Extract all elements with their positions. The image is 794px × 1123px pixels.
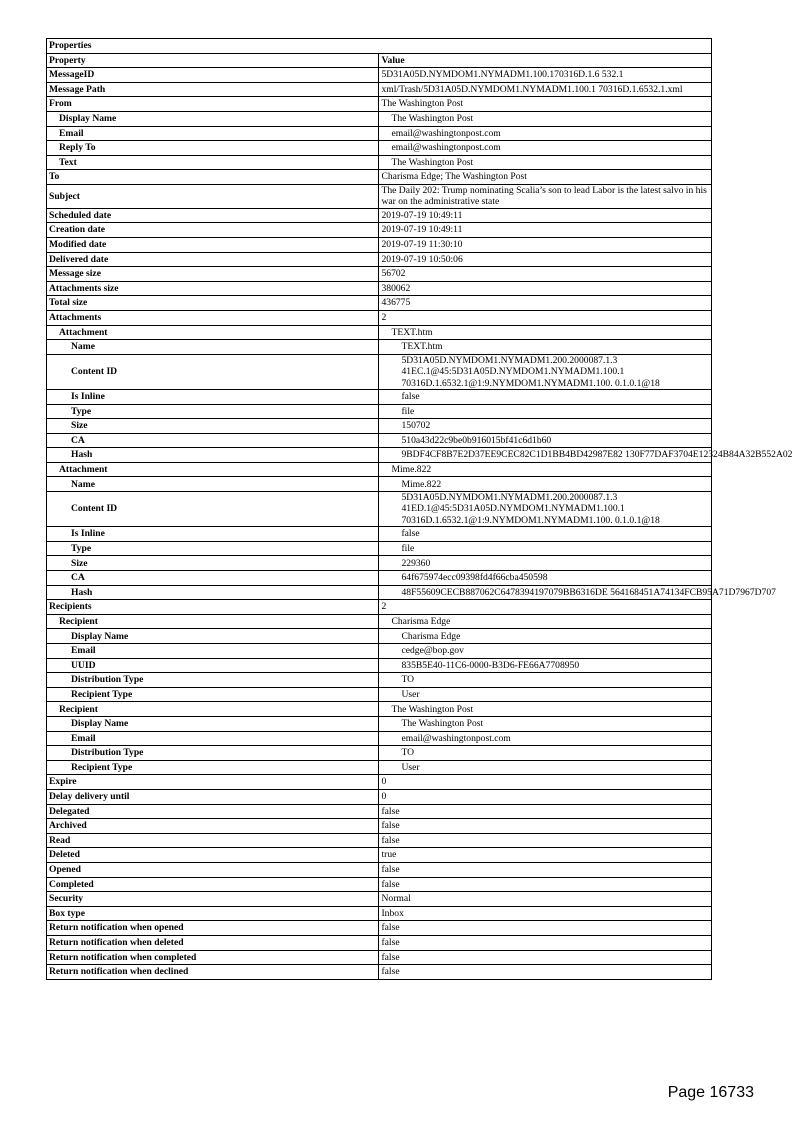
property-name: Completed <box>47 877 379 892</box>
property-name: Opened <box>47 862 379 877</box>
table-row <box>47 404 712 419</box>
property-name: Archived <box>47 819 379 834</box>
property-name: Reply To <box>47 141 379 156</box>
property-value: false <box>379 389 712 404</box>
property-value: Charisma Edge; The Washington Post <box>379 170 712 185</box>
table-row <box>47 126 712 141</box>
property-value: false <box>379 804 712 819</box>
table-row <box>47 965 712 980</box>
property-value: xml/Trash/5D31A05D.NYMDOM1.NYMADM1.100.1 70316D.1.6532.1.xml <box>379 82 712 97</box>
table-row <box>47 833 712 848</box>
property-name: Text <box>47 155 379 170</box>
property-value: 2019-07-19 10:50:06 <box>379 252 712 267</box>
property-value: 9BDF4CF8B7E2D37EE9CEC82C1D1BB4BD42987E82 130F77DAF3704E12324B84A32B552A02 <box>379 448 712 463</box>
table-title-row <box>47 39 712 54</box>
table-row <box>47 644 712 659</box>
property-name: From <box>47 97 379 112</box>
property-name: CA <box>47 433 379 448</box>
property-name: Scheduled date <box>47 208 379 223</box>
property-value: The Daily 202: Trump nominating Scalia’s son to lead Labor is the latest salvo in his war on the administrative state <box>379 184 712 208</box>
property-name: Security <box>47 892 379 907</box>
property-name: Email <box>47 644 379 659</box>
property-value: false <box>379 921 712 936</box>
property-value: The Washington Post <box>379 155 712 170</box>
table-row <box>47 170 712 185</box>
property-name: Size <box>47 419 379 434</box>
property-value: 835B5E40-11C6-0000-B3D6-FE66A7708950 <box>379 658 712 673</box>
property-name: Delegated <box>47 804 379 819</box>
property-value: 380062 <box>379 281 712 296</box>
property-name: Name <box>47 340 379 355</box>
property-name: Email <box>47 126 379 141</box>
property-name: Return notification when deleted <box>47 935 379 950</box>
property-value: 0 <box>379 775 712 790</box>
property-value: 510a43d22c9be0b916015bf41c6d1b60 <box>379 433 712 448</box>
table-row <box>47 281 712 296</box>
table-row <box>47 68 712 83</box>
property-name: Hash <box>47 448 379 463</box>
table-row <box>47 389 712 404</box>
property-name: Message Path <box>47 82 379 97</box>
property-name: Display Name <box>47 717 379 732</box>
table-row <box>47 541 712 556</box>
property-value: 436775 <box>379 296 712 311</box>
property-name: Distribution Type <box>47 746 379 761</box>
header-property: Property <box>47 53 379 68</box>
table-row <box>47 448 712 463</box>
property-value: The Washington Post <box>379 717 712 732</box>
property-name: Return notification when declined <box>47 965 379 980</box>
table-row <box>47 629 712 644</box>
property-value: 2019-07-19 10:49:11 <box>379 223 712 238</box>
property-value: 5D31A05D.NYMDOM1.NYMADM1.100.170316D.1.6 532.1 <box>379 68 712 83</box>
property-name: To <box>47 170 379 185</box>
property-value: Charisma Edge <box>379 614 712 629</box>
table-row <box>47 658 712 673</box>
property-name: CA <box>47 571 379 586</box>
table-row <box>47 155 712 170</box>
table-row <box>47 325 712 340</box>
table-row <box>47 296 712 311</box>
property-name: Content ID <box>47 354 379 389</box>
property-value: TO <box>379 746 712 761</box>
property-value: false <box>379 965 712 980</box>
table-row <box>47 184 712 208</box>
table-row <box>47 433 712 448</box>
property-value: email@washingtonpost.com <box>379 126 712 141</box>
table-row <box>47 556 712 571</box>
table-row <box>47 82 712 97</box>
property-name: MessageID <box>47 68 379 83</box>
property-value: false <box>379 862 712 877</box>
table-row <box>47 950 712 965</box>
table-row <box>47 775 712 790</box>
property-name: UUID <box>47 658 379 673</box>
property-value: email@washingtonpost.com <box>379 731 712 746</box>
property-name: Is Inline <box>47 389 379 404</box>
property-value: 56702 <box>379 267 712 282</box>
property-value: 2 <box>379 600 712 615</box>
table-row <box>47 731 712 746</box>
property-name: Display Name <box>47 629 379 644</box>
property-name: Attachment <box>47 325 379 340</box>
table-row <box>47 111 712 126</box>
property-value: Charisma Edge <box>379 629 712 644</box>
property-name: Delay delivery until <box>47 789 379 804</box>
table-row <box>47 340 712 355</box>
property-name: Recipient Type <box>47 687 379 702</box>
table-row <box>47 614 712 629</box>
property-value: TO <box>379 673 712 688</box>
property-value: false <box>379 819 712 834</box>
table-row <box>47 804 712 819</box>
table-row <box>47 585 712 600</box>
property-name: Expire <box>47 775 379 790</box>
property-name: Type <box>47 541 379 556</box>
page-number: Page 16733 <box>667 1084 754 1101</box>
property-name: Subject <box>47 184 379 208</box>
property-value: Normal <box>379 892 712 907</box>
property-value: 64f675974ecc09398fd4f66cba450598 <box>379 571 712 586</box>
property-value: TEXT.htm <box>379 325 712 340</box>
table-header-row <box>47 53 712 68</box>
property-value: false <box>379 527 712 542</box>
table-row <box>47 877 712 892</box>
table-row <box>47 702 712 717</box>
table-row <box>47 527 712 542</box>
property-name: Message size <box>47 267 379 282</box>
property-name: Name <box>47 477 379 492</box>
property-value: 229360 <box>379 556 712 571</box>
property-value: false <box>379 877 712 892</box>
table-row <box>47 906 712 921</box>
table-row <box>47 571 712 586</box>
table-row <box>47 267 712 282</box>
table-title: Properties <box>47 39 712 54</box>
property-name: Recipient Type <box>47 760 379 775</box>
property-name: Type <box>47 404 379 419</box>
header-value: Value <box>379 53 712 68</box>
property-value: false <box>379 833 712 848</box>
table-row <box>47 892 712 907</box>
table-row <box>47 687 712 702</box>
property-value: 2019-07-19 11:30:10 <box>379 237 712 252</box>
property-name: Recipients <box>47 600 379 615</box>
property-name: Creation date <box>47 223 379 238</box>
property-value: Inbox <box>379 906 712 921</box>
table-row <box>47 237 712 252</box>
table-row <box>47 97 712 112</box>
property-value: The Washington Post <box>379 97 712 112</box>
table-row <box>47 223 712 238</box>
property-value: email@washingtonpost.com <box>379 141 712 156</box>
table-row <box>47 746 712 761</box>
table-row <box>47 492 712 527</box>
table-row <box>47 789 712 804</box>
property-name: Is Inline <box>47 527 379 542</box>
property-name: Delivered date <box>47 252 379 267</box>
property-name: Recipient <box>47 614 379 629</box>
table-row <box>47 935 712 950</box>
property-value: 0 <box>379 789 712 804</box>
property-value: TEXT.htm <box>379 340 712 355</box>
property-value: User <box>379 687 712 702</box>
table-row <box>47 921 712 936</box>
property-value: false <box>379 950 712 965</box>
table-row <box>47 819 712 834</box>
table-row <box>47 760 712 775</box>
table-row <box>47 717 712 732</box>
table-row <box>47 462 712 477</box>
property-value: Mime.822 <box>379 477 712 492</box>
table-row <box>47 419 712 434</box>
property-name: Attachment <box>47 462 379 477</box>
property-value: file <box>379 404 712 419</box>
table-row <box>47 354 712 389</box>
property-name: Return notification when completed <box>47 950 379 965</box>
table-row <box>47 600 712 615</box>
property-value: Mime.822 <box>379 462 712 477</box>
property-value: 2 <box>379 310 712 325</box>
table-row <box>47 208 712 223</box>
property-value: The Washington Post <box>379 111 712 126</box>
property-name: Attachments size <box>47 281 379 296</box>
property-value: 48F55609CECB887062C6478394197079BB6316DE 564168451A74134FCB95A71D7967D707 <box>379 585 712 600</box>
table-row <box>47 310 712 325</box>
property-name: Size <box>47 556 379 571</box>
table-row <box>47 141 712 156</box>
properties-table <box>46 38 793 980</box>
property-name: Hash <box>47 585 379 600</box>
property-name: Return notification when opened <box>47 921 379 936</box>
property-value: 5D31A05D.NYMDOM1.NYMADM1.200.2000087.1.3 41ED.1@45:5D31A05D.NYMDOM1.NYMADM1.100.1 70316D.1.6532.1@1:9.NYMDOM1.NYMADM1.100. 0.1.0.1@18 <box>379 492 712 527</box>
property-name: Box type <box>47 906 379 921</box>
property-name: Deleted <box>47 848 379 863</box>
property-value: The Washington Post <box>379 702 712 717</box>
property-value: true <box>379 848 712 863</box>
table-row <box>47 252 712 267</box>
table-row <box>47 848 712 863</box>
property-value: 150702 <box>379 419 712 434</box>
property-value: file <box>379 541 712 556</box>
property-name: Attachments <box>47 310 379 325</box>
table-row <box>47 477 712 492</box>
property-name: Total size <box>47 296 379 311</box>
property-name: Distribution Type <box>47 673 379 688</box>
property-name: Email <box>47 731 379 746</box>
property-name: Read <box>47 833 379 848</box>
table-row <box>47 673 712 688</box>
property-value: false <box>379 935 712 950</box>
table-row <box>47 862 712 877</box>
property-name: Modified date <box>47 237 379 252</box>
property-value: cedge@bop.gov <box>379 644 712 659</box>
property-name: Content ID <box>47 492 379 527</box>
property-name: Display Name <box>47 111 379 126</box>
property-name: Recipient <box>47 702 379 717</box>
property-value: 5D31A05D.NYMDOM1.NYMADM1.200.2000087.1.3 41EC.1@45:5D31A05D.NYMDOM1.NYMADM1.100.1 70316D.1.6532.1@1:9.NYMDOM1.NYMADM1.100. 0.1.0.1@18 <box>379 354 712 389</box>
property-value: User <box>379 760 712 775</box>
property-value: 2019-07-19 10:49:11 <box>379 208 712 223</box>
